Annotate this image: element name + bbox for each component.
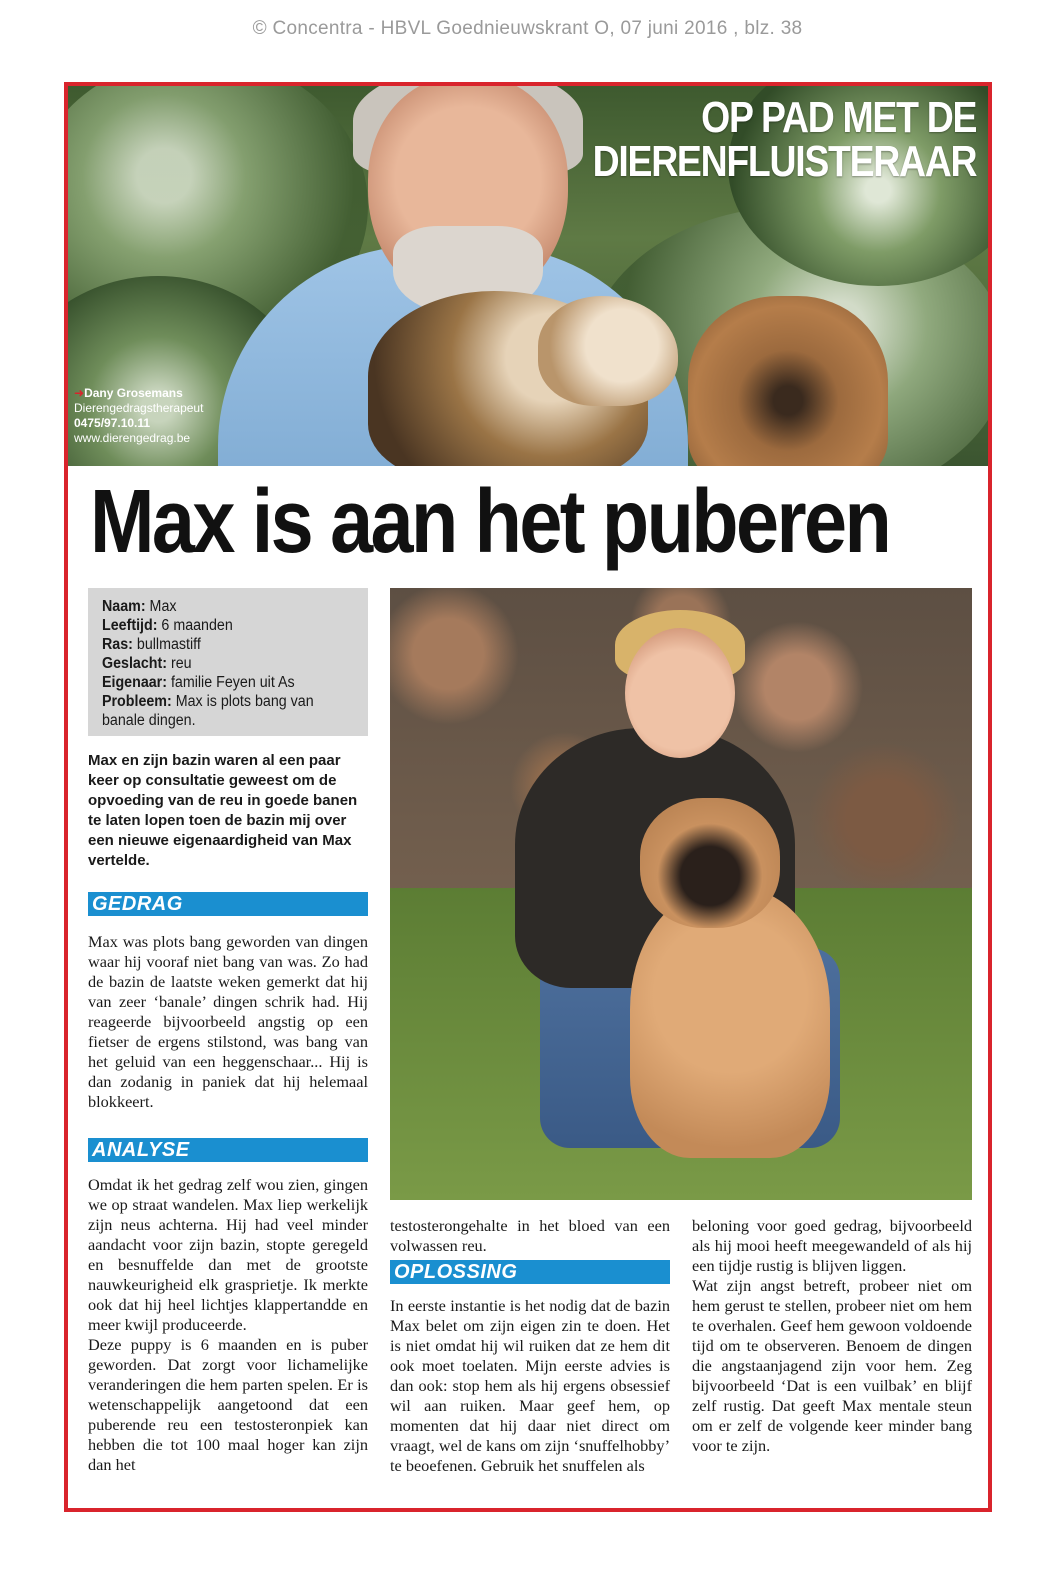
info-value: reu [166,655,192,672]
info-key: Naam: [102,598,146,615]
section-heading-oplossing: OPLOSSING [390,1260,670,1284]
credit-phone: 0475/97.10.11 [74,416,151,430]
series-title-line1: OP PAD MET DE [700,93,976,142]
intro-paragraph: Max en zijn bazin waren al een paar keer op consultatie geweest om de opvoeding van de reu in goede banen te laten lopen toen de bazin mij over een nieuwe eigenaardigheid van Max vertelde. [88,752,358,869]
info-key: Geslacht: [102,655,167,672]
info-value: Max is plots bang van banale dingen. [102,693,314,729]
oplossing-text-col3 [692,1216,972,1456]
info-key: Ras: [102,636,133,653]
credit-name: Dany Grosemans [84,386,183,400]
info-value: Max [145,598,177,615]
section-heading-gedrag: GEDRAG [88,892,368,916]
gedrag-text: Max was plots bang geworden van dingen waar hij vooraf niet bang van was. Zo had de bazin de laatste weken gemerkt dat hij van zeer ‘banale’ dingen schrik had. Hij reageerde bijvoorbeeld angstig op een fietser de ergens stilstond, was bang van het geluid van een heggenschaar... Hij is dan zodanig in paniek dat hij helemaal blokkeert. [88,932,368,1111]
header-photo [68,86,988,466]
analyse-continued-text: testosterongehalte in het bloed van een volwassen reu. [390,1216,670,1255]
analyse-text [88,1175,368,1475]
credit-website: www.dierengedrag.be [74,431,191,445]
analyse-paragraph-2: Deze puppy is 6 maanden en is puber geworden. Dat zorgt voor lichamelijke veranderingen die hem parten spelen. Er is wetenschappelijk aangetoond dat een puberende reu een testosteronpiek kan hebben die tot 100 maal hoger kan zijn dan het [88,1335,368,1474]
photo-credit [74,386,203,446]
info-key: Leeftijd: [102,617,158,634]
arrow-icon: ➜ [74,386,85,400]
headline: Max is aan het puberen [90,472,890,572]
oplossing-paragraph-2: beloning voor goed gedrag, bijvoorbeeld als hij mooi heeft meegewandeld of als hij een tijdje rustig is blijven liggen. [692,1216,972,1275]
info-value: familie Feyen uit As [166,674,295,691]
info-value: 6 maanden [157,617,233,634]
analyse-paragraph-1: Omdat ik het gedrag zelf wou zien, gingen we op straat wandelen. Max liep werkelijk zijn neus achterna. Hij had veel minder aandacht voor zijn bazin, stopte geregeld en besnuffelde dan met de grootste nauwkeurigheid elk grasprietje. Ik merkte ook dat hij heel lichtjes klappertandde en meer kwijl produceerde. [88,1175,368,1334]
source-line: © Concentra - HBVL Goednieuwskrant O, 07 juni 2016 , blz. 38 [252,18,803,39]
info-value: bullmastiff [132,636,201,653]
series-title-line2: DIERENFLUISTERAAR [592,137,976,186]
main-photo [390,588,972,1200]
oplossing-text-1: In eerste instantie is het nodig dat de bazin Max belet om zijn eigen zin te doen. Het is niet omdat hij wil ruiken dat ze hem dit ook moet toelaten. Mijn eerste advies is dan ook: stop hem als hij ergens obsessief wil aan ruiken. Maar geef hem, op momenten dat hij daar niet direct om vraagt, wel de kans om zijn ‘snuffelhobby’ te beoefenen. Gebruik het snuffelen als [390,1296,670,1475]
info-key: Probleem: [102,693,172,710]
credit-role: Dierengedragstherapeut [74,401,204,415]
series-title [592,93,976,186]
oplossing-paragraph-3: Wat zijn angst betreft, probeer niet om hem gerust te stellen, probeer niet om hem te overhalen. Geef hem gewoon voldoende tijd om te observeren. Benoem de dingen die angstaanjagend zijn voor hem. Zeg bijvoorbeeld ‘Dat is een vuilbak’ en blijf zelf rustig. Dat geeft Max mentale steun om er zelf de volgende keer minder bang voor te zijn. [692,1276,972,1455]
section-heading-analyse: ANALYSE [88,1138,368,1162]
article-frame [64,82,992,1512]
info-key: Eigenaar: [102,674,167,691]
info-box [88,588,368,736]
